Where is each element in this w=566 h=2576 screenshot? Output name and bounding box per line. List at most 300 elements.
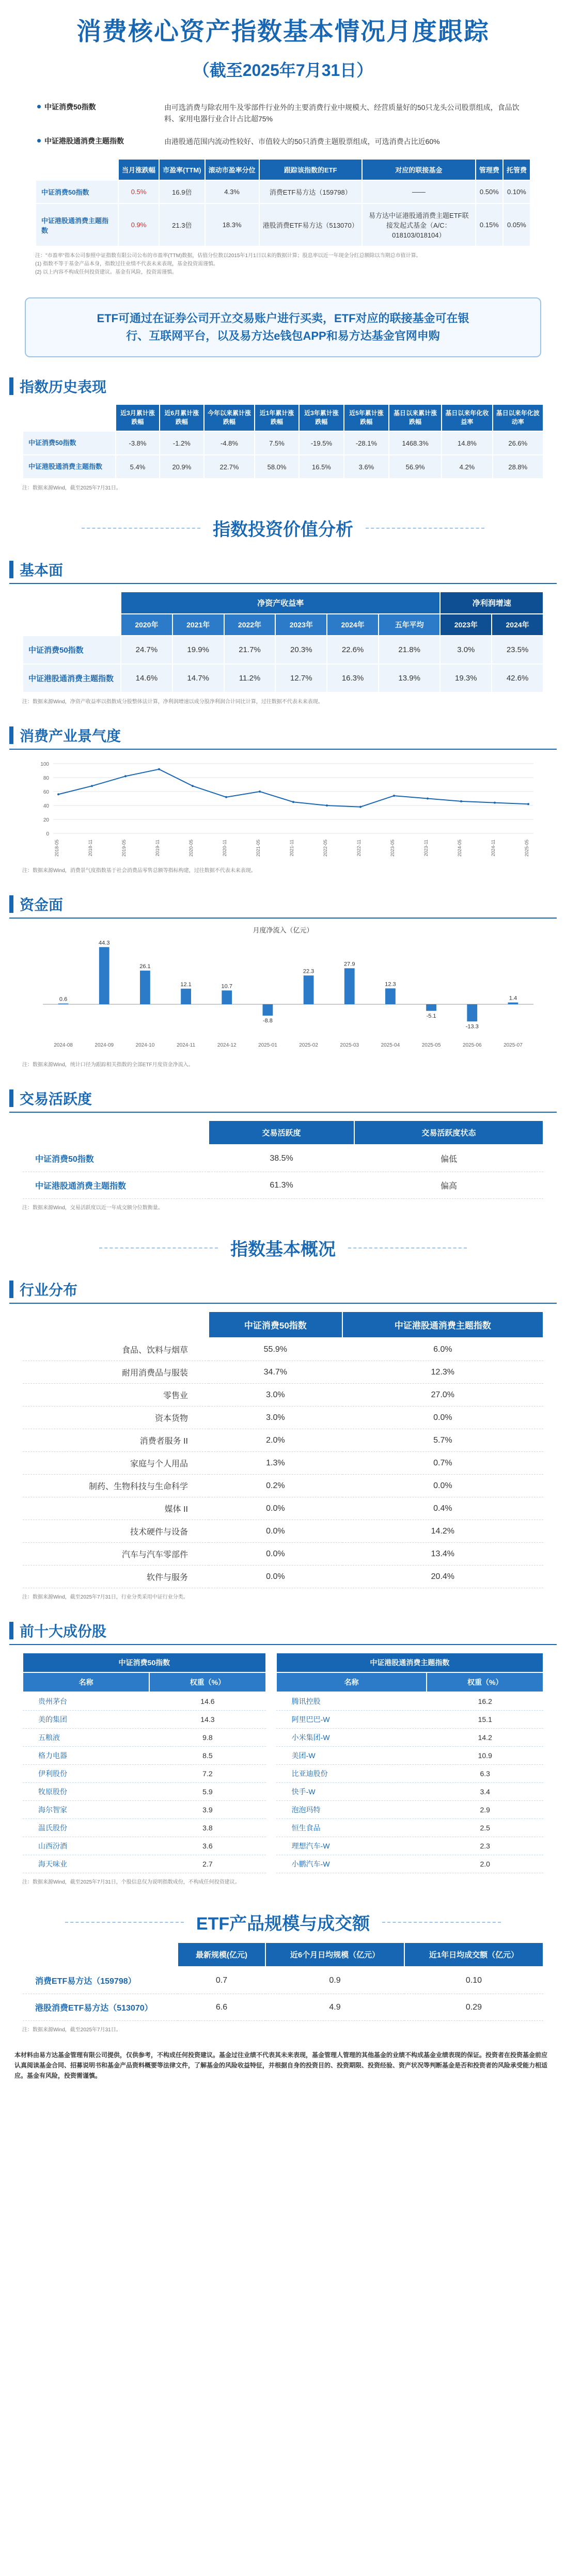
x-tick-label: 2024-11 — [177, 1042, 196, 1048]
weight-cell: 7.2 — [149, 1765, 265, 1783]
y-tick-label: 0 — [46, 831, 49, 837]
pe-value: 16.9倍 — [159, 180, 205, 203]
big-header-etf — [0, 1909, 566, 1935]
x-tick-label: 2021-11 — [289, 840, 294, 857]
activity-table — [22, 1120, 544, 1199]
fundamentals-table — [22, 591, 544, 693]
sub-header: 名称 — [276, 1672, 427, 1692]
cell: 19.9% — [172, 636, 224, 664]
big-title: 指数基本概况 — [230, 1240, 336, 1259]
col-header: 基日以来年化波动率 — [493, 404, 543, 431]
section-line — [9, 1644, 557, 1645]
gap-cell — [266, 1729, 276, 1747]
table-row — [23, 1801, 543, 1819]
cell: 0.2% — [209, 1475, 342, 1497]
section-header-activity — [9, 1088, 566, 1109]
weight-cell: 15.1 — [427, 1711, 543, 1729]
cell: 5.4% — [116, 455, 160, 479]
mgmt-fee: 0.50% — [476, 180, 503, 203]
blank-header — [23, 1942, 178, 1967]
stock-name: 山西汾酒 — [23, 1837, 149, 1855]
cell: 4.2% — [442, 455, 492, 479]
banner-line: 行、互联网平台，以及易方达e钱包APP和易方达基金官网申购 — [126, 329, 440, 342]
section-bar — [9, 1281, 13, 1298]
cell: 20.3% — [275, 636, 327, 664]
cell: 14.8% — [442, 431, 492, 455]
industry-name: 软件与服务 — [23, 1566, 209, 1588]
fundamentals-note: 注：数据来源Wind，净资产收益率以指数成分股整体法计算，净利润增速以成分股净利润合计同比计算，过往数据不代表未来表现。 — [22, 699, 323, 705]
y-tick-label: 60 — [43, 789, 49, 795]
index-name[interactable]: 中证消费50指数 — [36, 180, 118, 203]
note-line: (2) 以上内容不构成任何投资建议。基金有风险，投资需谨慎。 — [35, 270, 177, 275]
col-header: 滚动市盈率分位 — [205, 159, 259, 180]
y-tick-label: 100 — [40, 762, 49, 767]
cell: 0.29 — [404, 1994, 543, 2021]
col-header: 交易活跃度 — [209, 1120, 354, 1145]
cell: 0.4% — [342, 1497, 543, 1520]
col-header: 基日以来累计涨跌幅 — [389, 404, 442, 431]
section-title: 行业分布 — [20, 1282, 78, 1298]
monthly-return: 0.9% — [118, 203, 159, 246]
industry-wrap — [22, 1311, 544, 1602]
cell: 0.0% — [209, 1543, 342, 1566]
col-header: 中证消费50指数 — [23, 1653, 266, 1672]
stock-name: 格力电器 — [23, 1747, 149, 1765]
table-row — [23, 455, 543, 479]
blank-header — [23, 592, 121, 614]
intro-name: 中证消费50指数 — [35, 102, 164, 112]
flow-bar — [58, 1004, 69, 1005]
col-header: 近3月累计涨跌幅 — [116, 404, 160, 431]
overview-table — [35, 159, 531, 247]
disclaimer-text: 本材料由易方达基金管理有限公司提供，仅供参考，不构成任何投资建议。基金过往业绩不代表其未来表现，基金管理人管理的其他基金的业绩不构成基金业绩表现的保证。投资者在投资基金前应认真阅读基金合同、招募说明书和基金产品资料概要等法律文件，了解基金的风险收益特征，并根据自身的投资目的、投资期限、投资经验、资产状况等判断基金是否和投资者的风险承受能力相适应。基金有风险，投资需谨慎。 — [14, 2051, 548, 2079]
cell: 20.4% — [342, 1566, 543, 1588]
section-bar — [9, 377, 13, 395]
cell: 42.6% — [492, 664, 543, 692]
activity-note: 注：数据来源Wind，交易活跃度以近一年成交额分位数衡量。 — [22, 1205, 163, 1211]
etf-name[interactable]: 消费ETF易方达（159798） — [259, 180, 362, 203]
x-tick-label: 2020-11 — [222, 840, 227, 857]
cell: 2.0% — [209, 1429, 342, 1452]
intro-desc: 由可选消费与除农用牛及零部件行业外的主要消费行业中规模大、经营质量好的50只龙头公司股票组成，食品饮料、家用电器行业合计占比超75% — [164, 103, 520, 123]
table-row — [23, 1384, 543, 1406]
gap-cell — [266, 1711, 276, 1729]
section-title: 消费产业景气度 — [20, 728, 121, 744]
x-tick-label: 2024-08 — [54, 1042, 73, 1048]
blank-header — [23, 1120, 209, 1145]
col-header: 当月涨跌幅 — [118, 159, 159, 180]
gap-header — [266, 1653, 276, 1672]
col-header: 近3年累计涨跌幅 — [299, 404, 344, 431]
cell: 56.9% — [389, 455, 442, 479]
index-name[interactable]: 中证港股通消费主题指数 — [36, 203, 118, 246]
table-row — [23, 636, 543, 664]
table-row — [23, 1711, 543, 1729]
flow-bar — [467, 1004, 477, 1021]
x-tick-label: 2025-07 — [504, 1042, 523, 1048]
bar-data-label: 10.7 — [221, 983, 232, 990]
weight-cell: 10.9 — [427, 1747, 543, 1765]
col-header: 基日以来年化收益率 — [442, 404, 492, 431]
section-title: 指数历史表现 — [20, 379, 107, 395]
table-row — [23, 431, 543, 455]
cell: -4.8% — [204, 431, 255, 455]
cell: 6.0% — [342, 1338, 543, 1361]
x-tick-label: 2025-05 — [421, 1042, 441, 1048]
data-point — [460, 800, 462, 802]
cell: 16.5% — [299, 455, 344, 479]
sub-header: 权重（%） — [427, 1672, 543, 1692]
weight-cell: 3.8 — [149, 1819, 265, 1837]
weight-cell: 2.0 — [427, 1855, 543, 1873]
stock-name: 理想汽车-W — [276, 1837, 427, 1855]
table-notes — [35, 252, 531, 277]
flows-chart-title: 月度净流入（亿元） — [253, 926, 313, 934]
y-tick-label: 80 — [43, 776, 49, 781]
x-tick-label: 2019-11 — [155, 840, 160, 857]
cell: -19.5% — [299, 431, 344, 455]
table-row — [23, 1475, 543, 1497]
table-row — [23, 1566, 543, 1588]
industry-note: 注：数据来源Wind，截至2025年7月31日，行业分类采用中证行业分类。 — [22, 1594, 188, 1600]
x-tick-label: 2019-05 — [121, 840, 127, 857]
stock-name: 贵州茅台 — [23, 1692, 149, 1711]
index-name: 中证港股通消费主题指数 — [23, 664, 121, 692]
intro-row — [35, 136, 531, 147]
table-row — [23, 1520, 543, 1543]
cell: 61.3% — [209, 1172, 354, 1199]
page-title: 消费核心资产指数基本情况月度跟踪 — [76, 18, 490, 45]
flows-bar-chart — [22, 935, 544, 1053]
note-line: (1) 指数不等于基金产品本身，指数过往业绩不代表未来表现，基金投资需谨慎。 — [35, 261, 218, 267]
table-row — [36, 203, 530, 246]
cell: 21.8% — [379, 636, 440, 664]
bar-data-label: 22.3 — [303, 968, 315, 975]
weight-cell: 6.3 — [427, 1765, 543, 1783]
industry-name: 零售业 — [23, 1384, 209, 1406]
sentiment-chart-box — [22, 756, 544, 875]
etf-name[interactable]: 消费ETF易方达（159798） — [23, 1967, 178, 1994]
weight-cell: 14.6 — [149, 1692, 265, 1711]
table-row — [23, 1994, 543, 2021]
table-row — [23, 1145, 543, 1172]
col-header: 近6个月日均规模（亿元） — [265, 1942, 404, 1967]
col-header: 交易活跃度状态 — [354, 1120, 543, 1145]
weight-cell: 5.9 — [149, 1783, 265, 1801]
cell: 22.7% — [204, 455, 255, 479]
pe-percentile: 18.3% — [205, 203, 259, 246]
flow-bar — [181, 989, 191, 1004]
x-tick-label: 2024-12 — [217, 1042, 237, 1048]
top10-table — [22, 1652, 544, 1873]
stock-name: 泡泡玛特 — [276, 1801, 427, 1819]
stock-name: 快手-W — [276, 1783, 427, 1801]
bar-data-label: 0.6 — [59, 996, 68, 1003]
col-header: 中证消费50指数 — [209, 1311, 342, 1338]
data-point — [225, 796, 227, 798]
col-header: 近1年累计涨跌幅 — [255, 404, 299, 431]
weight-cell: 9.8 — [149, 1729, 265, 1747]
bar-data-label: 26.1 — [139, 963, 151, 970]
flow-bar — [304, 975, 314, 1004]
industry-name: 技术硬件与设备 — [23, 1520, 209, 1543]
industry-table — [22, 1311, 544, 1588]
dash-divider — [348, 1247, 467, 1249]
flow-bar — [385, 988, 396, 1004]
industry-name: 资本货物 — [23, 1406, 209, 1429]
x-tick-label: 2025-03 — [340, 1042, 359, 1048]
blank-header — [36, 159, 118, 180]
cell: 58.0% — [255, 455, 299, 479]
intro-desc: 由港股通范围内流动性较好、市值较大的50只消费主题股票组成，可选消费占比近60% — [164, 137, 440, 146]
cell: 3.0% — [209, 1406, 342, 1429]
gap-cell — [266, 1747, 276, 1765]
industry-name: 耐用消费品与服装 — [23, 1361, 209, 1384]
big-header-valuation — [0, 515, 566, 541]
mgmt-fee: 0.15% — [476, 203, 503, 246]
table-row — [23, 1837, 543, 1855]
link-fund[interactable]: 易方达中证港股通消费主题ETF联接发起式基金（A/C：018103/018104） — [362, 203, 476, 246]
data-point — [427, 798, 429, 800]
pe-percentile: 4.3% — [205, 180, 259, 203]
stock-name: 海天味业 — [23, 1855, 149, 1873]
section-line — [9, 583, 557, 584]
y-tick-label: 40 — [43, 803, 49, 809]
history-table — [22, 404, 544, 479]
year-header: 2023年 — [275, 614, 327, 636]
y-tick-label: 20 — [43, 817, 49, 823]
section-header-sentiment — [9, 725, 566, 746]
stock-name: 比亚迪股份 — [276, 1765, 427, 1783]
flows-chart-box — [22, 925, 544, 1069]
cell: 14.2% — [342, 1520, 543, 1543]
section-bar — [9, 561, 13, 578]
bar-data-label: -5.1 — [426, 1013, 436, 1019]
table-row — [23, 1747, 543, 1765]
col-header: 市盈率(TTM) — [159, 159, 205, 180]
bar-data-label: -13.3 — [465, 1023, 479, 1030]
col-header: 跟踪该指数的ETF — [259, 159, 362, 180]
flow-bar — [344, 968, 355, 1004]
cell: 0.0% — [342, 1475, 543, 1497]
flows-note: 注：数据来源Wind，统计口径为跟踪相关指数的全部ETF月度资金净流入。 — [22, 1062, 194, 1068]
dash-divider — [366, 528, 484, 529]
section-header-flows — [9, 894, 566, 914]
section-line — [9, 1303, 557, 1304]
year-header: 2024年 — [327, 614, 379, 636]
link-fund: —— — [362, 180, 476, 203]
cell: -28.1% — [344, 431, 389, 455]
etf-note: 注：数据来源Wind，截至2025年7月31日。 — [22, 2027, 121, 2033]
sentiment-line-chart — [22, 756, 544, 859]
table-row — [23, 1172, 543, 1199]
x-tick-label: 2023-11 — [423, 840, 429, 857]
x-tick-label: 2024-05 — [457, 840, 462, 857]
cell: 20.9% — [160, 455, 204, 479]
table-row — [23, 1497, 543, 1520]
x-tick-label: 2025-02 — [299, 1042, 318, 1048]
cell: -3.8% — [116, 431, 160, 455]
gap-cell — [266, 1819, 276, 1837]
weight-cell: 14.3 — [149, 1711, 265, 1729]
weight-cell: 16.2 — [427, 1692, 543, 1711]
gap-cell — [266, 1692, 276, 1711]
cell: 3.6% — [344, 455, 389, 479]
etf-name[interactable]: 港股消费ETF易方达（513070） — [259, 203, 362, 246]
intro-name: 中证港股通消费主题指数 — [35, 136, 164, 146]
table-row — [23, 1765, 543, 1783]
data-point — [494, 802, 496, 804]
cell: 0.10 — [404, 1967, 543, 1994]
data-point — [326, 804, 328, 807]
section-title: 基本面 — [20, 562, 64, 578]
col-header: 今年以来累计涨跌幅 — [204, 404, 255, 431]
cell: 22.6% — [327, 636, 379, 664]
etf-table — [22, 1942, 544, 2021]
cell: 34.7% — [209, 1361, 342, 1384]
industry-name: 汽车与汽车零部件 — [23, 1543, 209, 1566]
gap-header — [266, 1672, 276, 1692]
cell: 14.7% — [172, 664, 224, 692]
flow-bar — [508, 1003, 518, 1005]
x-tick-label: 2024-10 — [135, 1042, 155, 1048]
stock-name: 温氏股份 — [23, 1819, 149, 1837]
bar-data-label: 12.1 — [180, 981, 192, 988]
year-header: 2022年 — [224, 614, 276, 636]
gap-cell — [266, 1837, 276, 1855]
stock-name: 美的集团 — [23, 1711, 149, 1729]
year-header: 2020年 — [121, 614, 172, 636]
gap-cell — [266, 1801, 276, 1819]
industry-name: 媒体 II — [23, 1497, 209, 1520]
x-tick-label: 2022-05 — [323, 840, 328, 857]
top10-note: 注：数据来源Wind，截至2025年7月31日，个股信息仅为说明指数成份，不构成任何投资建议。 — [22, 1879, 240, 1885]
table-row — [36, 180, 530, 203]
gap-cell — [266, 1855, 276, 1873]
flow-bar — [222, 990, 232, 1004]
stock-name: 美团-W — [276, 1747, 427, 1765]
stock-name: 腾讯控股 — [276, 1692, 427, 1711]
data-point — [192, 785, 194, 787]
etf-name[interactable]: 港股消费ETF易方达（513070） — [23, 1994, 178, 2021]
gap-cell — [266, 1765, 276, 1783]
cell: 0.0% — [209, 1497, 342, 1520]
col-header: 近6月累计涨跌幅 — [160, 404, 204, 431]
table-row — [23, 1967, 543, 1994]
data-point — [91, 785, 93, 787]
weight-cell: 3.6 — [149, 1837, 265, 1855]
stock-name: 牧原股份 — [23, 1783, 149, 1801]
cell: 1468.3% — [389, 431, 442, 455]
industry-name: 家庭与个人用品 — [23, 1452, 209, 1475]
cell: -1.2% — [160, 431, 204, 455]
data-point — [359, 806, 361, 808]
col-header: 对应的联接基金 — [362, 159, 476, 180]
x-tick-label: 2020-05 — [188, 840, 194, 857]
fundamentals-wrap — [22, 591, 544, 706]
cell: 28.8% — [493, 455, 543, 479]
stock-name: 小米集团-W — [276, 1729, 427, 1747]
big-header-overview — [0, 1235, 566, 1260]
section-line — [9, 1112, 557, 1113]
table-row — [23, 1855, 543, 1873]
section-header-fundamentals — [9, 559, 566, 580]
cell: 11.2% — [224, 664, 276, 692]
x-tick-label: 2024-11 — [491, 840, 496, 857]
blank-header — [23, 1311, 209, 1338]
data-point — [158, 768, 160, 770]
top10-wrap — [22, 1652, 544, 1887]
weight-cell: 14.2 — [427, 1729, 543, 1747]
bar-data-label: 27.9 — [344, 961, 355, 968]
cell: 0.0% — [209, 1566, 342, 1588]
year-header: 2023年 — [440, 614, 492, 636]
x-tick-label: 2025-01 — [258, 1042, 277, 1048]
index-intro — [35, 102, 531, 277]
cell: 5.7% — [342, 1429, 543, 1452]
section-title: 资金面 — [20, 897, 64, 913]
cell: 19.3% — [440, 664, 492, 692]
dash-divider — [65, 1922, 184, 1923]
index-name: 中证港股通消费主题指数 — [23, 1172, 209, 1199]
x-tick-label: 2021-05 — [256, 840, 261, 857]
cell: 0.7 — [178, 1967, 265, 1994]
gap-cell — [266, 1783, 276, 1801]
col-header: 近5年累计涨跌幅 — [344, 404, 389, 431]
data-point — [292, 801, 294, 803]
col-header: 最新规模(亿元) — [178, 1942, 265, 1967]
cell: 1.3% — [209, 1452, 342, 1475]
col-header: 中证港股通消费主题指数 — [342, 1311, 543, 1338]
blank-header — [23, 404, 116, 431]
cell: 13.4% — [342, 1543, 543, 1566]
data-point — [57, 793, 59, 795]
cell: 12.7% — [275, 664, 327, 692]
x-tick-label: 2024-09 — [95, 1042, 114, 1048]
flow-bar — [263, 1004, 273, 1016]
bar-data-label: -8.8 — [262, 1018, 273, 1024]
section-line — [9, 918, 557, 919]
sentiment-note: 注：数据来源Wind，消费景气度指数基于社会消费品零售总额等指标构建，过往数据不代表未来表现。 — [22, 868, 256, 874]
flow-bar — [426, 1004, 436, 1011]
etf-wrap — [22, 1942, 544, 2034]
industry-name: 制药、生物科技与生命科学 — [23, 1475, 209, 1497]
index-name: 中证消费50指数 — [23, 1145, 209, 1172]
table-row — [23, 1692, 543, 1711]
cell: 偏高 — [354, 1172, 543, 1199]
intro-row — [35, 102, 531, 124]
section-bar — [9, 1622, 13, 1639]
history-note: 注：数据来源Wind，截至2025年7月31日。 — [22, 485, 121, 491]
table-row — [23, 1338, 543, 1361]
group-header: 净利润增速 — [440, 592, 543, 614]
weight-cell: 3.4 — [427, 1783, 543, 1801]
table-row — [23, 1729, 543, 1747]
data-point — [527, 803, 529, 805]
cell: 0.9 — [265, 1967, 404, 1994]
bar-data-label: 44.3 — [99, 940, 110, 946]
table-row — [23, 1783, 543, 1801]
table-row — [23, 1406, 543, 1429]
stock-name: 伊利股份 — [23, 1765, 149, 1783]
cell: 27.0% — [342, 1384, 543, 1406]
cell: 0.0% — [209, 1520, 342, 1543]
dash-divider — [382, 1922, 501, 1923]
index-name: 中证消费50指数 — [23, 431, 116, 455]
index-name: 中证港股通消费主题指数 — [23, 455, 116, 479]
x-tick-label: 2018-11 — [88, 840, 93, 857]
x-tick-label: 2025-06 — [462, 1042, 482, 1048]
